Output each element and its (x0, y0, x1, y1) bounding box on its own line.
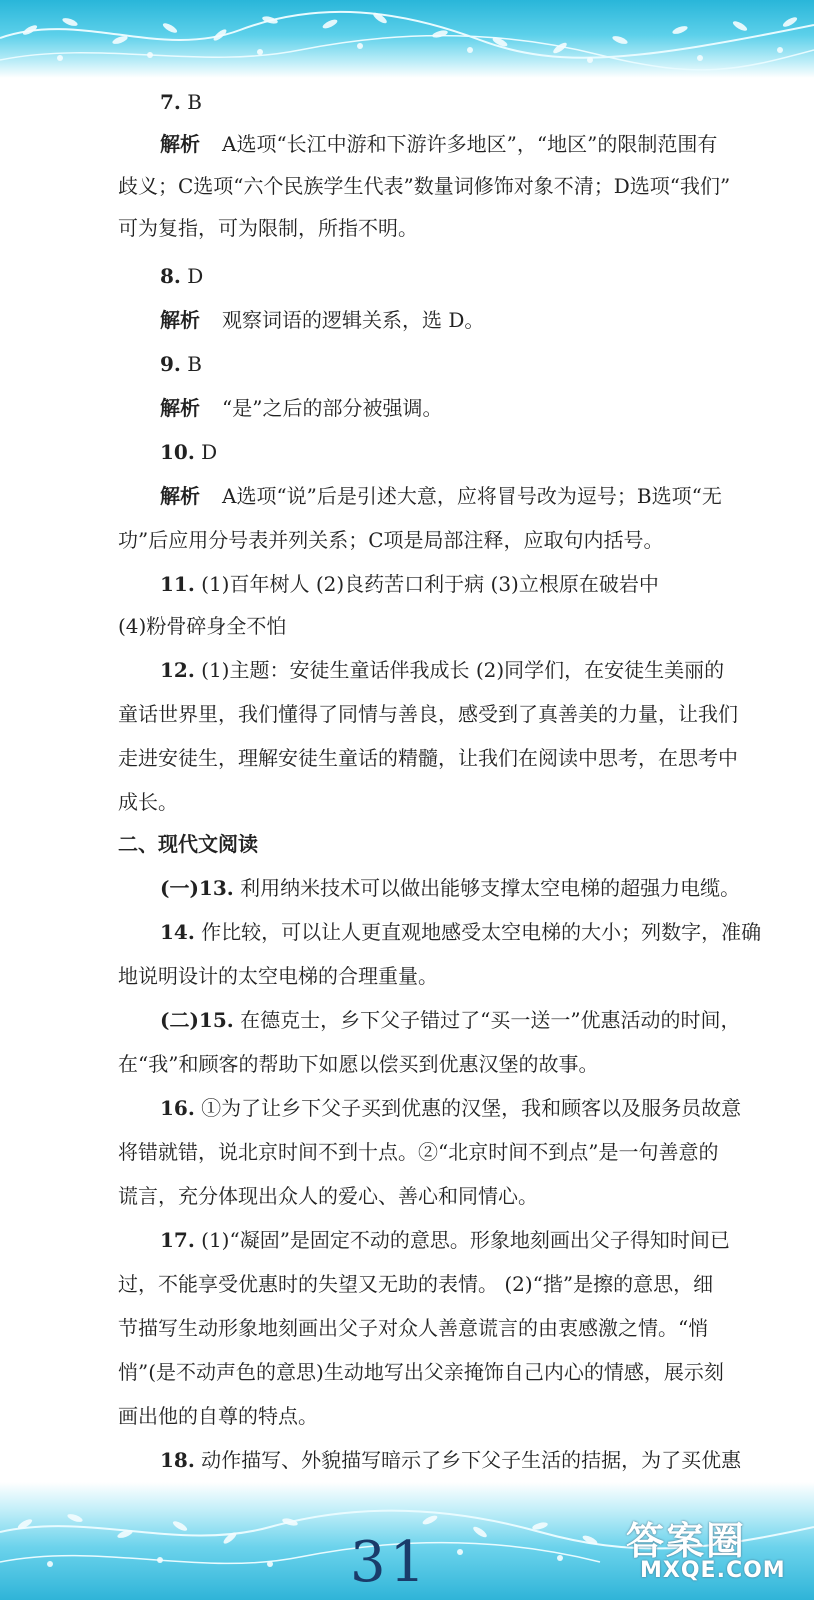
answer-line (160, 262, 203, 290)
answer-line (118, 1314, 708, 1342)
question-number: 14. (160, 920, 195, 944)
answer-line (160, 482, 722, 510)
answer-line (160, 394, 442, 422)
answer-line (118, 788, 178, 816)
answer-line (118, 1358, 724, 1386)
top-decorative-banner (0, 0, 814, 78)
line-text: 过，不能享受优惠时的失望又无助的表情。 (2)“揩”是擦的意思，细 (118, 1272, 714, 1296)
answer-line (118, 612, 286, 640)
line-text: ①为了让乡下父子买到优惠的汉堡，我和顾客以及服务员故意 (194, 1096, 742, 1120)
question-number: 7. (160, 90, 181, 114)
answer-line (160, 1006, 741, 1034)
answer-line (118, 700, 738, 728)
line-text: 观察词语的逻辑关系，选 D。 (222, 308, 485, 332)
line-text: 动作描写、外貌描写暗示了乡下父子生活的拮据，为了买优惠 (194, 1448, 742, 1472)
line-text: 走进安徒生，理解安徒生童话的精髓，让我们在阅读中思考，在思考中 (118, 746, 738, 770)
analysis-label: 解析 (160, 308, 200, 332)
line-text: 悄”(是不动声色的意思)生动地写出父亲掩饰自己内心的情感，展示刻 (118, 1360, 724, 1384)
answer-line (118, 1270, 713, 1298)
answer-line (160, 656, 724, 684)
line-text: 利用纳米技术可以做出能够支撑太空电梯的超强力电缆。 (233, 876, 741, 900)
vine-pattern-icon (0, 0, 814, 78)
line-text: B (180, 90, 202, 114)
question-number: 16. (160, 1096, 195, 1120)
answer-line (118, 1182, 538, 1210)
answer-line (160, 88, 202, 116)
answer-line (160, 874, 740, 902)
line-text: 可为复指，可为限制，所指不明。 (118, 216, 418, 240)
line-text: 在德克士，乡下父子错过了“买一送一”优惠活动的时间， (233, 1008, 741, 1032)
section-heading (118, 830, 258, 858)
line-text: (1)“凝固”是固定不动的意思。形象地刻画出父子得知时间已 (194, 1228, 730, 1252)
watermark-url: MXQE.COM (640, 1558, 786, 1583)
watermark-title: 答案圈 (626, 1519, 747, 1563)
answer-line (160, 130, 717, 158)
question-number: 10. (160, 440, 195, 464)
question-number: 9. (160, 352, 181, 376)
question-number: 17. (160, 1228, 195, 1252)
line-text: “是”之后的部分被强调。 (222, 396, 443, 420)
line-text: A选项“说”后是引述大意，应将冒号改为逗号；B选项“无 (222, 484, 722, 508)
line-text: D (194, 440, 218, 464)
watermark-logo (626, 1510, 802, 1590)
answer-line (118, 1138, 718, 1166)
line-text: (1)主题：安徒生童话伴我成长 (2)同学们，在安徒生美丽的 (194, 658, 725, 682)
analysis-label: 解析 (160, 484, 200, 508)
answer-line (118, 1050, 598, 1078)
answer-line (118, 526, 664, 554)
line-text: 节描写生动形象地刻画出父子对众人善意谎言的由衷感激之情。“悄 (118, 1316, 709, 1340)
analysis-label: 解析 (160, 132, 200, 156)
answer-line (160, 350, 202, 378)
line-text: B (180, 352, 202, 376)
question-number: 18. (160, 1448, 195, 1472)
answer-line (118, 1402, 318, 1430)
line-text: A选项“长江中游和下游许多地区”，“地区”的限制范围有 (222, 132, 718, 156)
line-text: 童话世界里，我们懂得了同情与善良，感受到了真善美的力量，让我们 (118, 702, 738, 726)
analysis-label: 解析 (160, 396, 200, 420)
answer-line (160, 1094, 741, 1122)
page-number: 31 (350, 1530, 430, 1595)
question-number: 12. (160, 658, 195, 682)
question-number: 8. (160, 264, 181, 288)
answer-line (118, 962, 438, 990)
line-text: 二、现代文阅读 (118, 832, 258, 856)
answer-line (118, 172, 730, 200)
answer-line (160, 1446, 741, 1474)
line-text: 作比较，可以让人更直观地感受太空电梯的大小；列数字，准确 (194, 920, 762, 944)
line-text: (1)百年树人 (2)良药苦口利于病 (3)立根原在破岩中 (194, 572, 659, 596)
line-text: 画出他的自尊的特点。 (118, 1404, 318, 1428)
line-text: 将错就错，说北京时间不到十点。②“北京时间不到点”是一句善意的 (118, 1140, 719, 1164)
line-text: 歧义；C选项“六个民族学生代表”数量词修饰对象不清；D选项“我们” (118, 174, 731, 198)
answer-line (160, 918, 761, 946)
answer-line (160, 306, 484, 334)
question-number: (二)15. (160, 1008, 234, 1032)
answer-line (160, 570, 659, 598)
line-text: 谎言，充分体现出众人的爱心、善心和同情心。 (118, 1184, 538, 1208)
answer-line (160, 1226, 730, 1254)
question-number: (一)13. (160, 876, 234, 900)
line-text: 成长。 (118, 790, 178, 814)
line-text: (4)粉骨碎身全不怕 (118, 614, 287, 638)
line-text: 功”后应用分号表并列关系；C项是局部注释，应取句内括号。 (118, 528, 664, 552)
line-text: 在“我”和顾客的帮助下如愿以偿买到优惠汉堡的故事。 (118, 1052, 599, 1076)
answer-line (118, 214, 418, 242)
question-number: 11. (160, 572, 195, 596)
line-text: 地说明设计的太空电梯的合理重量。 (118, 964, 438, 988)
answer-line (118, 744, 738, 772)
line-text: D (180, 264, 204, 288)
answer-line (160, 438, 217, 466)
